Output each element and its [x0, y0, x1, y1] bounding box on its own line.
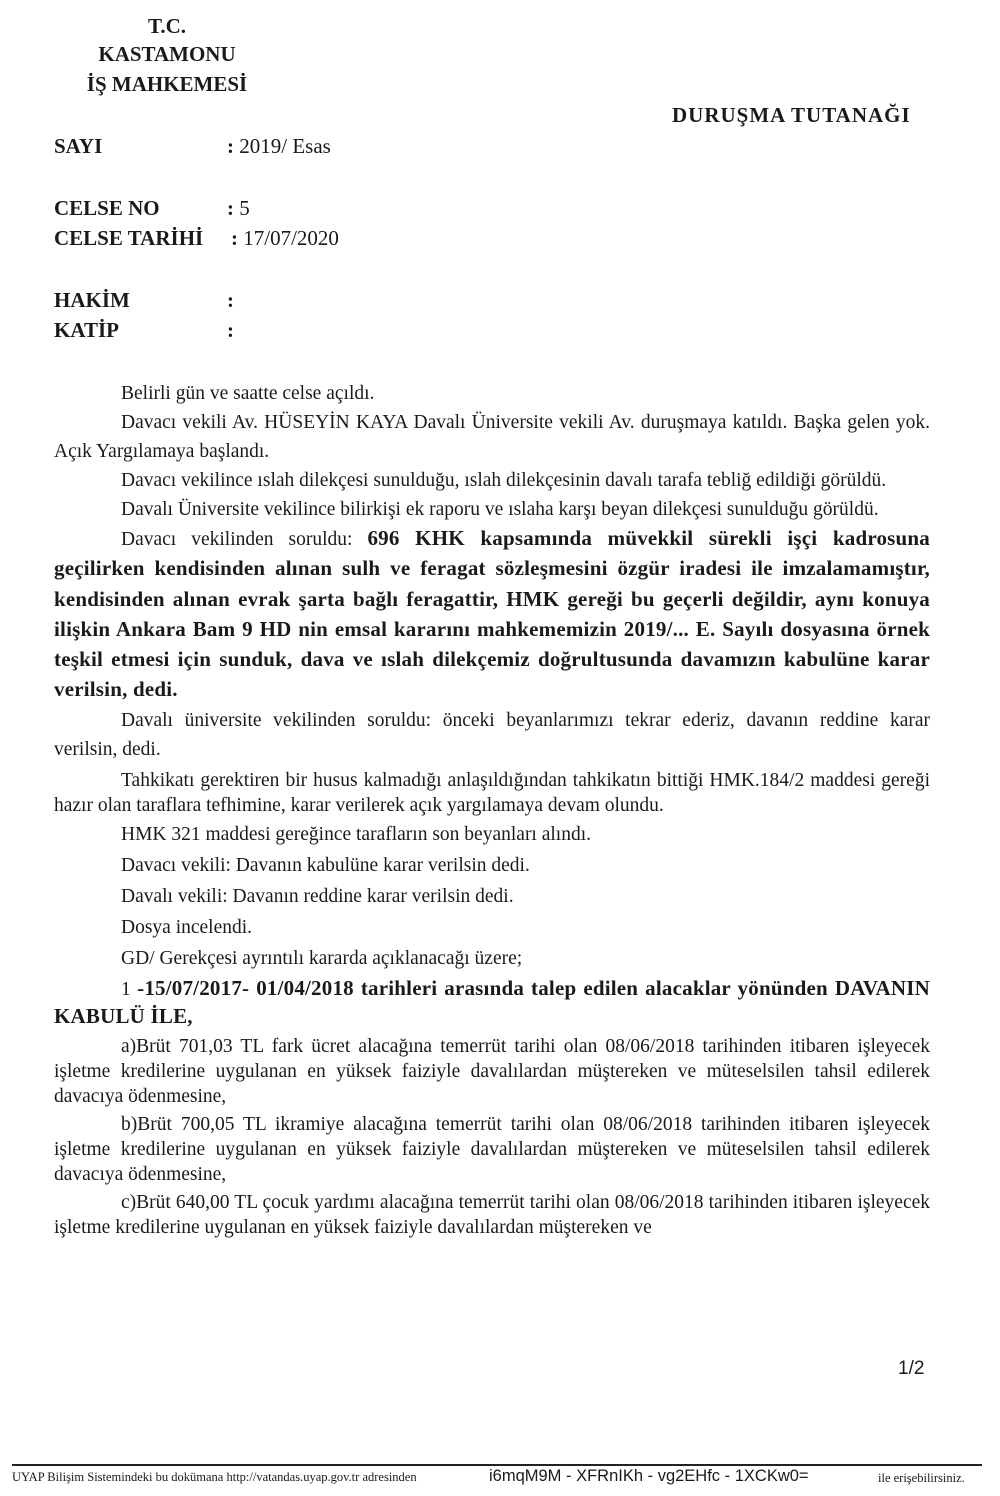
- footer-verification-code: i6mqM9M - XFRnIKh - vg2EHfc - 1XCKw0=: [489, 1467, 809, 1485]
- hakim-label: HAKİM: [54, 288, 130, 312]
- paragraph-verdict-heading: [54, 975, 930, 1031]
- celse-tarihi-sep: :: [231, 226, 238, 250]
- header-court: İŞ MAHKEMESİ: [86, 72, 248, 96]
- celse-tarihi-value: 17/07/2020: [243, 226, 339, 250]
- verdict-item-b: b)Brüt 700,05 TL ikramiye alacağına temerrüt tarihi olan 08/06/2018 tarihinden itibaren işleyecek işletme kredilerine uygulanan en yüksek faiziyle davalılardan müştereken ve müteselsilen tahsil edilerek davacıya ödenmesine,: [54, 1113, 930, 1185]
- header-country: T.C.: [147, 14, 187, 38]
- verdict-number: 1: [121, 978, 138, 1000]
- paragraph-investigation-complete: Tahkikatı gerektiren bir husus kalmadığı anlaşıldığından tahkikatın bittiği HMK.184/2 maddesi gereği hazır olan taraflara tefhimine, karar verilerek açık yargılamaya devam olundu.: [54, 769, 930, 816]
- celse-no-row: [227, 196, 250, 221]
- footer-divider: [12, 1464, 982, 1466]
- verdict-item-a: a)Brüt 701,03 TL fark ücret alacağına temerrüt tarihi olan 08/06/2018 tarihinden itibaren işleyecek işletme kredilerine uygulanan en yüksek faiziyle davalılardan müştereken ve müteselsilen tahsil edilerek davacıya ödenmesine,: [54, 1035, 930, 1107]
- verdict-heading-bold: -15/07/2017- 01/04/2018 tarihleri arasında talep edilen alacaklar yönünden DAVANIN KABULÜ İLE,: [54, 975, 931, 1028]
- document-title: DURUŞMA TUTANAĞI: [672, 103, 911, 127]
- sayi-label: SAYI: [54, 134, 103, 158]
- footer-access-text: UYAP Bilişim Sistemindeki bu dokümana http://vatandas.uyap.gov.tr adresinden: [12, 1470, 417, 1484]
- paragraph-opening: Belirli gün ve saatte celse açıldı.: [121, 383, 375, 404]
- plaintiff-statement-intro: Davacı vekilinden soruldu:: [121, 529, 368, 550]
- celse-tarihi-label: CELSE TARİHİ: [54, 226, 204, 250]
- celse-no-value: 5: [239, 196, 250, 220]
- katip-row: [227, 318, 234, 343]
- document-body: [54, 379, 930, 1240]
- paragraph-defendant-statement: Davalı üniversite vekilinden soruldu: önceki beyanlarımızı tekrar ederiz, davanın reddine karar verilsin, dedi.: [54, 709, 930, 760]
- celse-tarihi-row: [231, 226, 339, 251]
- paragraph-file-reviewed: Dosya incelendi.: [121, 916, 253, 938]
- page-number: 1/2: [898, 1358, 925, 1379]
- paragraph-plaintiff-final: Davacı vekili: Davanın kabulüne karar verilsin dedi.: [121, 854, 530, 876]
- paragraph-reasoning: GD/ Gerekçesi ayrıntılı kararda açıklanacağı üzere;: [121, 947, 523, 969]
- plaintiff-statement-bold: 696 KHK kapsamında müvekkil sürekli işçi kadrosuna geçilirken kendisinden alınan sulh ve feragat sözleşmesini özgür iradesi ile imzalamamıştır, kendisinden alınan evrak şarta bağlı feragattir, HMK gereği bu geçerli değildir, aynı konuya ilişkin Ankara Bam 9 HD nin emsal kararını mahkememizin 2019/... E. Sayılı dosyasına örnek teşkil etmesi için sunduk, dava ve ıslah dilekçemiz doğrultusunda davamızın kabulüne karar verilsin, dedi.: [54, 526, 930, 702]
- katip-sep: :: [227, 318, 234, 342]
- paragraph-attendance: Davacı vekili Av. HÜSEYİN KAYA Davalı Üniversite vekili Av. duruşmaya katıldı. Başka gelen yok. Açık Yargılamaya başlandı.: [54, 412, 930, 462]
- hakim-row: [227, 288, 234, 313]
- celse-no-sep: :: [227, 196, 234, 220]
- sayi-value: 2019/ Esas: [239, 134, 331, 158]
- verdict-item-c: c)Brüt 640,00 TL çocuk yardımı alacağına temerrüt tarihi olan 08/06/2018 tarihinden itibaren işleyecek işletme kredilerine uygulanan en yüksek faiziyle davalılardan müştereken ve: [54, 1191, 930, 1238]
- sayi-sep: :: [227, 134, 234, 158]
- paragraph-final-statements: HMK 321 maddesi gereğince tarafların son beyanları alındı.: [121, 823, 592, 845]
- paragraph-expert-report: Davalı Üniversite vekilince bilirkişi ek raporu ve ıslaha karşı beyan dilekçesi sunulduğu görüldü.: [121, 499, 879, 520]
- header-city: KASTAMONU: [98, 42, 236, 66]
- celse-no-label: CELSE NO: [54, 196, 160, 220]
- hakim-sep: :: [227, 288, 234, 312]
- sayi-row: [227, 134, 331, 159]
- katip-label: KATİP: [54, 318, 119, 342]
- paragraph-plaintiff-statement: [54, 524, 930, 706]
- footer-access-suffix: ile erişebilirsiniz.: [878, 1471, 965, 1485]
- paragraph-islah: Davacı vekilince ıslah dilekçesi sunulduğu, ıslah dilekçesinin davalı tarafa tebliğ edildiği görüldü.: [121, 470, 887, 491]
- paragraph-defendant-final: Davalı vekili: Davanın reddine karar verilsin dedi.: [121, 885, 514, 907]
